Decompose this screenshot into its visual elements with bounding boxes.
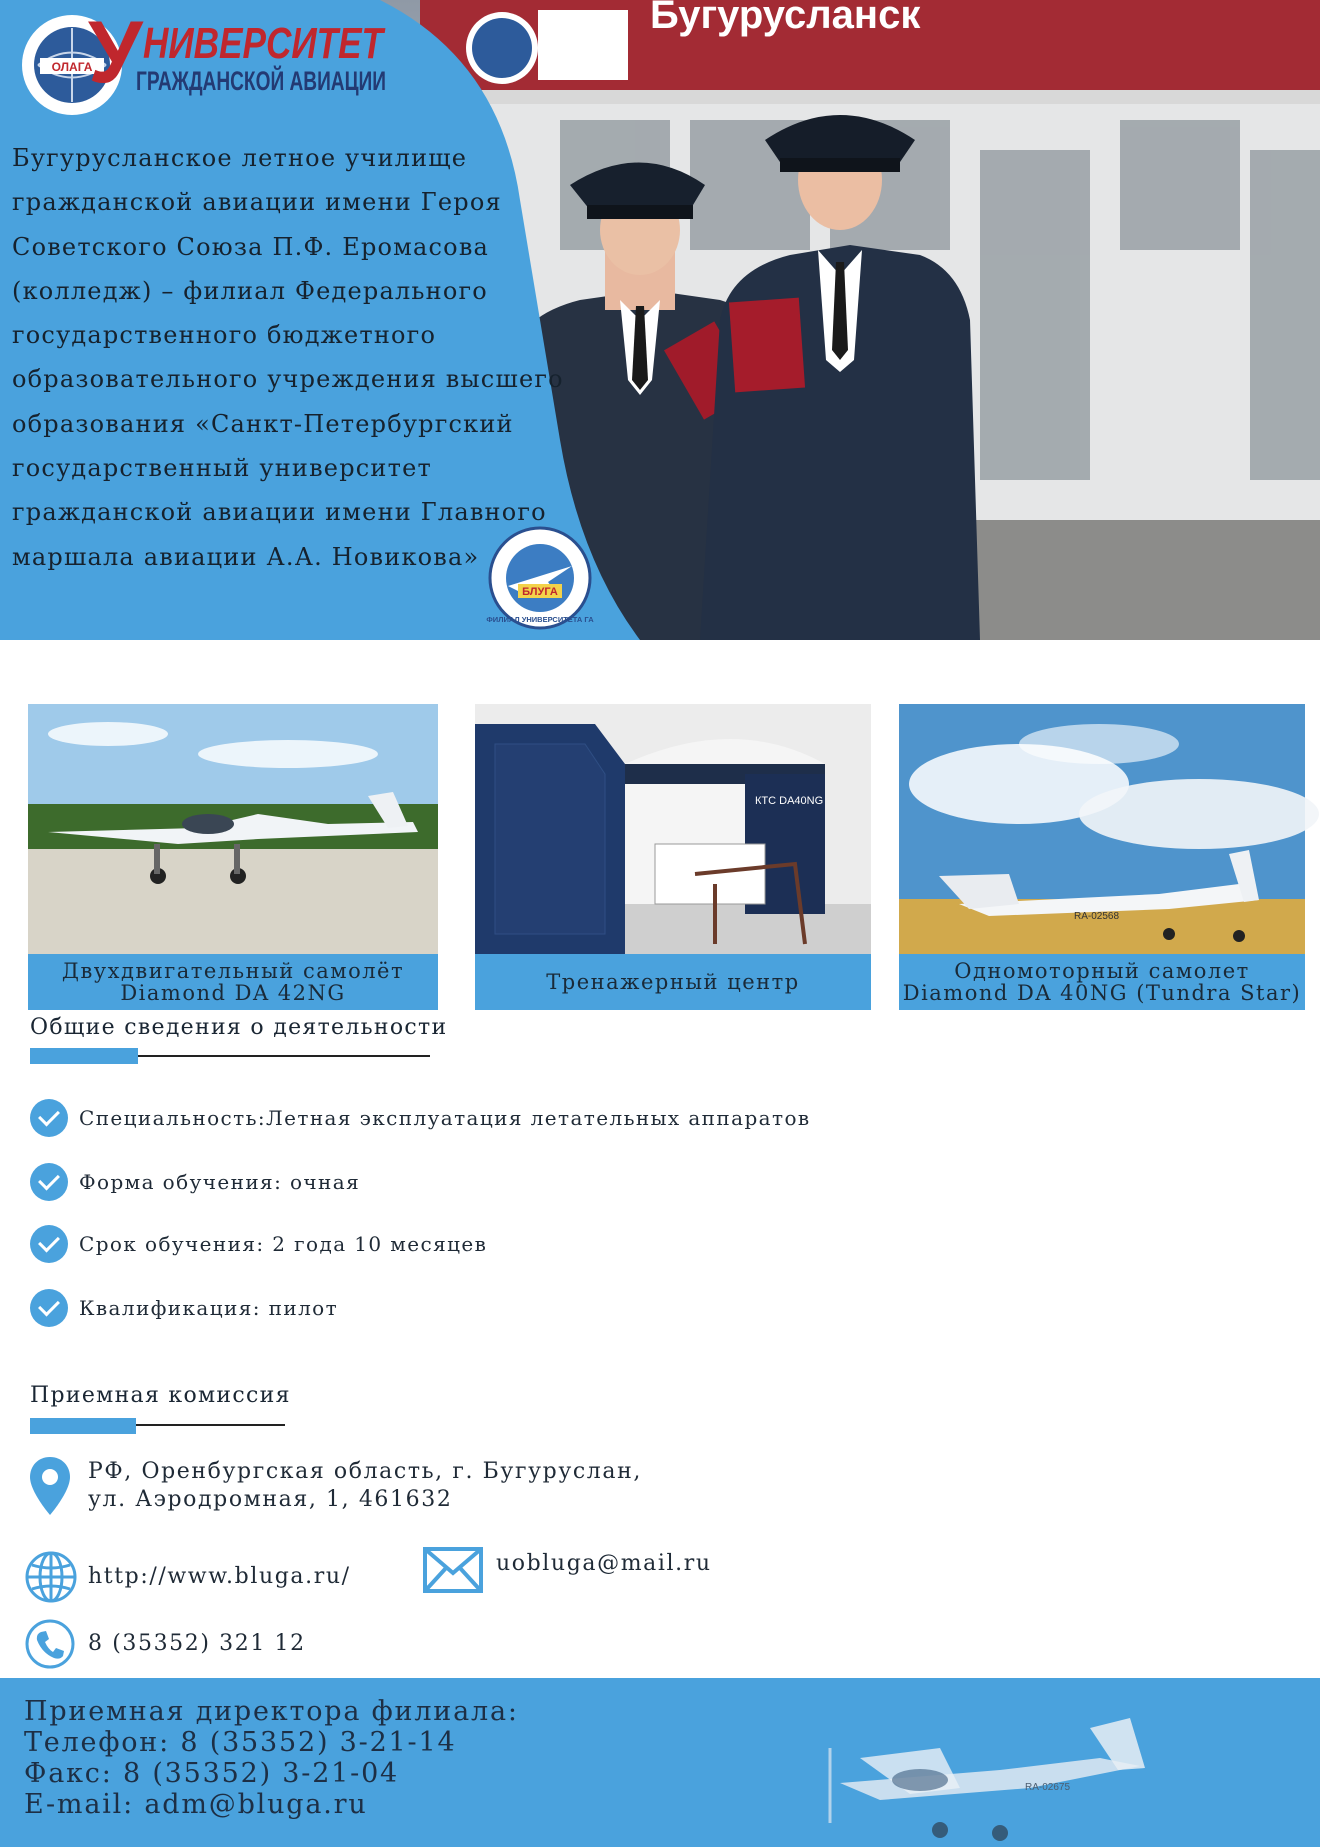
logo-big-letter: У	[88, 2, 143, 101]
university-logo	[18, 2, 490, 120]
caption-line: Тренажерный центр	[546, 970, 800, 994]
logo-line1: НИВЕРСИТЕТ	[143, 19, 386, 68]
card-caption	[28, 954, 438, 1010]
intro-text	[12, 136, 572, 579]
footer-director-reception	[0, 1678, 1320, 1847]
checkmark-icon	[30, 1289, 68, 1327]
admission-title-accent	[30, 1418, 136, 1434]
caption-line: Одномоторный самолет	[954, 959, 1250, 983]
intro-line: (колледж) – филиал Федерального	[12, 276, 488, 305]
envelope-icon	[422, 1546, 484, 1594]
footer-phone[interactable]: Телефон: 8 (35352) 3-21-14	[24, 1727, 457, 1758]
checkmark-icon	[30, 1099, 68, 1137]
branch-seal-ring-text: ФИЛИАЛ УНИВЕРСИТЕТА ГА	[486, 615, 594, 624]
checkmark-icon	[30, 1163, 68, 1201]
general-section-title: Общие сведения о деятельности	[30, 1015, 448, 1040]
intro-line: маршала авиации А.А. Новикова»	[12, 542, 480, 571]
branch-seal	[488, 526, 592, 630]
card-single-engine	[899, 704, 1305, 1010]
address-line: ул. Аэродромная, 1, 461632	[88, 1487, 453, 1512]
intro-line: государственный университет	[12, 454, 432, 483]
phone-number[interactable]: 8 (35352) 321 12	[88, 1631, 306, 1656]
intro-line: гражданской авиации имени Главного	[12, 498, 547, 527]
card-caption	[899, 954, 1305, 1010]
email-link[interactable]: uobluga@mail.ru	[496, 1551, 712, 1576]
info-item	[30, 1222, 487, 1266]
hero-banner	[0, 0, 1320, 640]
simulator-photo	[475, 704, 871, 954]
single-engine-photo	[899, 704, 1305, 954]
footer-plane-image	[800, 1688, 1200, 1847]
intro-line: Советского Союза П.Ф. Еромасова	[12, 232, 490, 261]
checkmark-icon	[30, 1225, 68, 1263]
card-simulator	[475, 704, 871, 1010]
website-row[interactable]	[24, 1550, 351, 1604]
website-link[interactable]: http://www.bluga.ru/	[88, 1564, 351, 1589]
intro-line: гражданской авиации имени Героя	[12, 188, 502, 217]
intro-line: образовательного учреждения высшего	[12, 365, 564, 394]
info-item-text: Срок обучения: 2 года 10 месяцев	[79, 1232, 488, 1256]
admission-section-title: Приемная комиссия	[30, 1383, 291, 1408]
branch-seal-center: БЛУГА	[522, 586, 558, 598]
general-title-accent	[30, 1048, 138, 1064]
card-caption	[475, 954, 871, 1010]
footer-email[interactable]: E-mail: adm@bluga.ru	[24, 1789, 368, 1820]
footer-text	[24, 1696, 519, 1820]
intro-line: Бугурусланское летное училище	[12, 144, 468, 172]
info-item-text: Форма обучения: очная	[79, 1170, 361, 1194]
plane-reg: RA-02568	[1074, 911, 1120, 922]
caption-line: Двухдвигательный самолёт	[61, 959, 405, 983]
footer-heading: Приемная директора филиала:	[24, 1696, 519, 1727]
logo-line2: ГРАЖДАНСКОЙ АВИАЦИИ	[136, 66, 490, 96]
location-pin-icon	[28, 1455, 72, 1517]
logo-seal-center: ОЛАГА	[51, 60, 93, 74]
address-text	[88, 1458, 642, 1514]
footer-fax: Факс: 8 (35352) 3-21-04	[24, 1758, 400, 1789]
globe-icon	[24, 1550, 78, 1604]
info-item-text: Квалификация: пилот	[79, 1296, 339, 1320]
phone-icon	[24, 1618, 76, 1670]
photo-cards	[0, 704, 1320, 1010]
intro-line: государственного бюджетного	[12, 321, 437, 350]
info-item	[30, 1286, 338, 1330]
info-item-text: Специальность:Летная эксплуатация летательных аппаратов	[79, 1106, 811, 1130]
intro-line: образования «Санкт-Петербургский	[12, 409, 514, 438]
info-item	[30, 1096, 811, 1140]
sim-label: КТС DA40NG	[755, 795, 824, 807]
info-item	[30, 1160, 360, 1204]
building-sign-text: Бугурусланск	[650, 0, 921, 37]
address-row	[28, 1455, 642, 1517]
caption-line: Diamond DA 42NG	[120, 981, 346, 1005]
email-row[interactable]	[422, 1546, 712, 1594]
footer-plane-reg: RA-02675	[1025, 1782, 1071, 1793]
address-line: РФ, Оренбургская область, г. Бугуруслан,	[88, 1459, 642, 1484]
twin-engine-photo	[28, 704, 438, 954]
card-twin-engine	[28, 704, 438, 1010]
caption-line: Diamond DA 40NG (Tundra Star)	[902, 981, 1302, 1005]
phone-row[interactable]	[24, 1618, 306, 1670]
